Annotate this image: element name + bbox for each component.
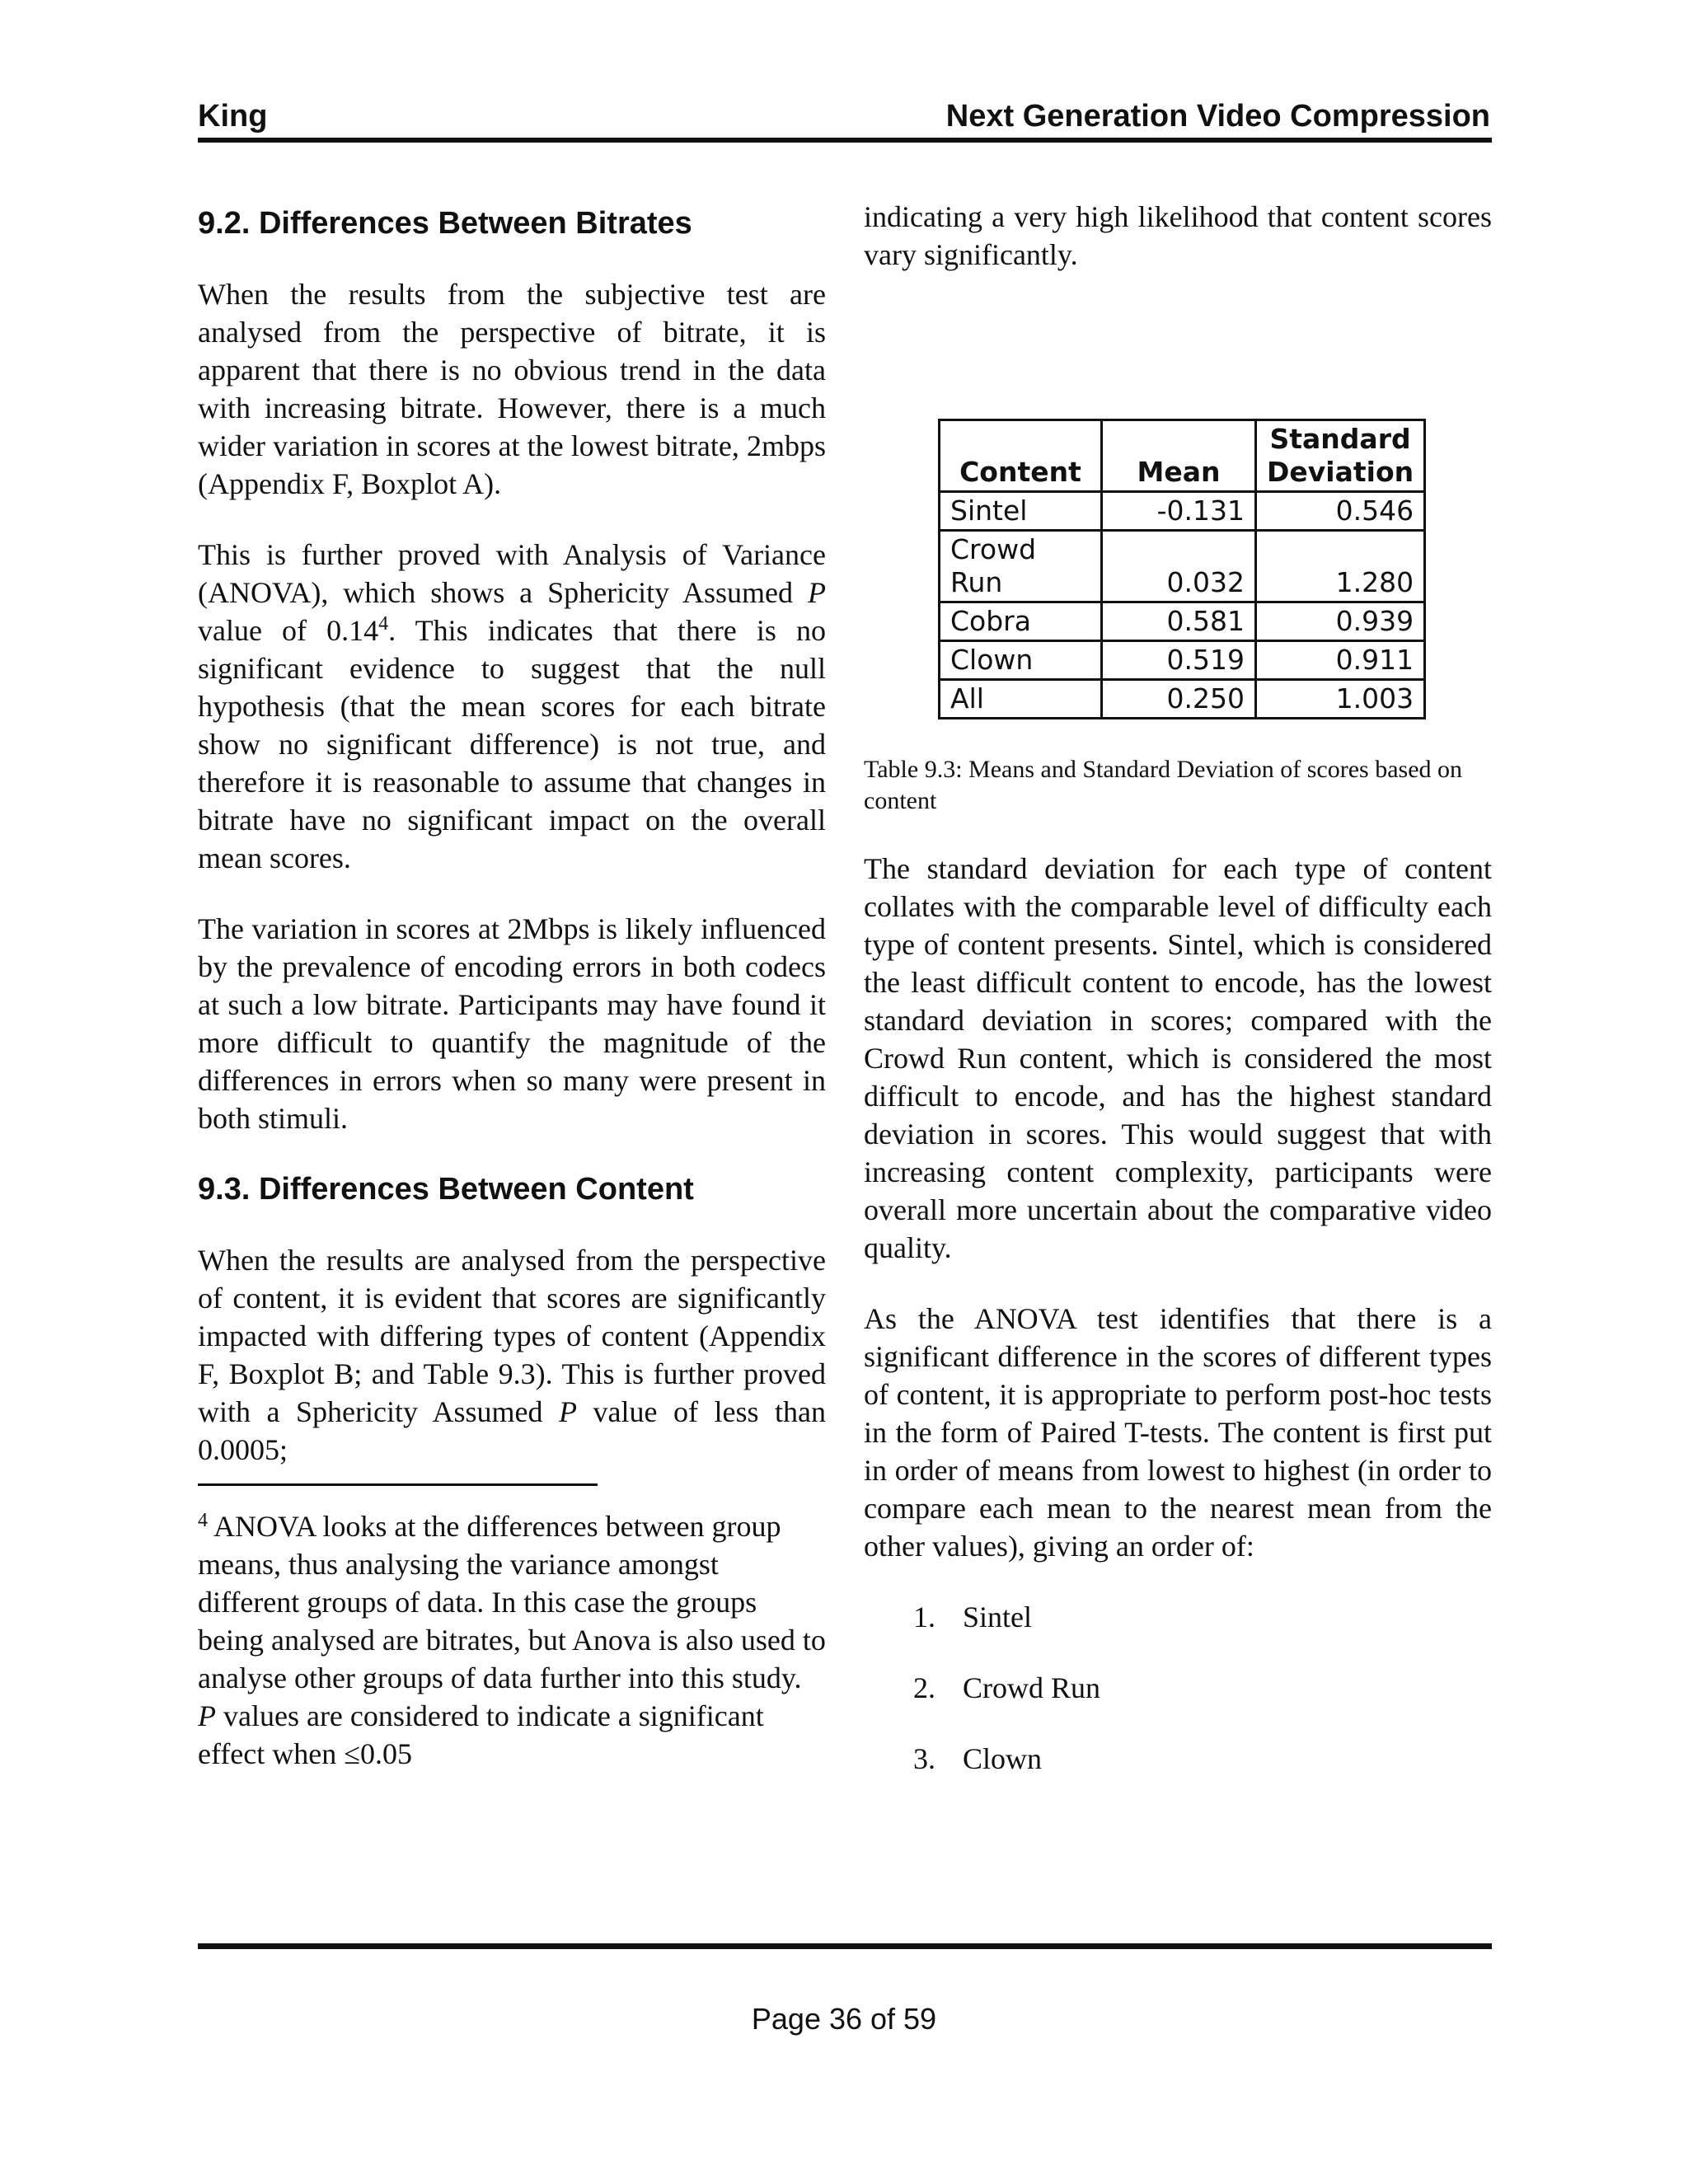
column-header-content: Content	[940, 420, 1102, 492]
cell-mean: 0.032	[1102, 531, 1256, 602]
cell-content: All	[940, 680, 1102, 719]
cell-sd: 1.280	[1256, 531, 1425, 602]
cell-mean: -0.131	[1102, 492, 1256, 531]
paragraph-content-results	[198, 1241, 826, 1469]
footer-divider	[198, 1943, 1492, 1949]
cell-sd: 0.546	[1256, 492, 1425, 531]
list-item	[913, 1598, 1492, 1636]
list-label: Sintel	[963, 1601, 1033, 1633]
table-row	[940, 492, 1425, 531]
text-run: When the results are analysed from the perspective of content, it is evident that scores are significantly impacted with differing types of content (Appendix F, Boxplot B; and Table 9.3). This is further proved with a Sphericity Assumed	[198, 1244, 826, 1428]
list-number: 2.	[913, 1671, 935, 1704]
cell-mean: 0.250	[1102, 680, 1256, 719]
left-column	[198, 198, 826, 1773]
page-number: Page 36 of 59	[751, 2002, 937, 2036]
p-symbol: P	[808, 576, 826, 609]
text-run: values are considered to indicate a significant effect when ≤0.05	[198, 1699, 764, 1770]
text-run: value of less than 0.0005;	[198, 1395, 826, 1466]
paragraph-standard-deviation: The standard deviation for each type of content collates with the comparable level of difficulty each type of content presents. Sintel, which is considered the least difficult content to encode, has the lowest standard deviation in scores; compared with the Crowd Run content, which is considered the most difficult to encode, and has the highest standard deviation in scores. This would suggest that with increasing content complexity, participants were overall more uncertain about the comparative video quality.	[864, 852, 1492, 1264]
means-sd-table	[938, 419, 1426, 719]
cell-content: Crowd Run	[940, 531, 1102, 602]
footnote-mark: 4	[198, 1510, 208, 1531]
cell-mean: 0.519	[1102, 641, 1256, 680]
table-header-row	[940, 420, 1425, 492]
table-container	[938, 419, 1492, 719]
text-run: . This indicates that there is no significant evidence to suggest that the null hypothesis (that the mean scores for each bitrate show no significant difference) is not true, and therefore it is reasonable to assume that changes in bitrate have no significant impact on the overall mean scores.	[198, 614, 826, 874]
table-caption: Table 9.3: Means and Standard Deviation of scores based on content	[864, 756, 1463, 814]
cell-sd: 1.003	[1256, 680, 1425, 719]
table-row	[940, 680, 1425, 719]
cell-content: Sintel	[940, 492, 1102, 531]
cell-mean: 0.581	[1102, 602, 1256, 641]
list-item	[913, 1740, 1492, 1778]
paragraph-2mbps-variation: The variation in scores at 2Mbps is likely influenced by the prevalence of encoding errors in both codecs at such a low bitrate. Participants may have found it more difficult to quantify the magnitude of the differences in errors when so many were present in both stimuli.	[198, 912, 826, 1135]
header-author: King	[198, 99, 268, 134]
footnote-reference: 4	[378, 613, 389, 635]
text-run: This is further proved with Analysis of Variance (ANOVA), which shows a Sphericity Assumed	[198, 538, 826, 609]
column-header-mean: Mean	[1102, 420, 1256, 492]
header-divider	[198, 138, 1492, 143]
paragraph-continuation: indicating a very high likelihood that content scores vary significantly.	[864, 200, 1492, 271]
list-label: Crowd Run	[963, 1671, 1101, 1704]
cell-sd: 0.911	[1256, 641, 1425, 680]
list-number: 1.	[913, 1601, 935, 1633]
right-column	[864, 198, 1492, 1811]
text-run: ANOVA looks at the differences between group means, thus analysing the variance amongst different groups of data. In this case the groups being analysed are bitrates, but Anova is also used to analyse other groups of data further into this study.	[198, 1510, 826, 1694]
paragraph-post-hoc: As the ANOVA test identifies that there is a significant difference in the scores of different types of content, it is appropriate to perform post-hoc tests in the form of Paired T-tests. The content is first put in order of means from lowest to highest (in order to compare each mean to the nearest mean from the other values), giving an order of:	[864, 1302, 1492, 1563]
paragraph-bitrate-results: When the results from the subjective test are analysed from the perspective of bitrate, it is apparent that there is no obvious trend in the data with increasing bitrate. However, there is a much wider variation in scores at the lowest bitrate, 2mbps (Appendix F, Boxplot A).	[198, 278, 826, 500]
text-run: value of 0.14	[198, 614, 379, 647]
table-row	[940, 641, 1425, 680]
content-order-list	[864, 1598, 1492, 1778]
footnote	[198, 1507, 826, 1773]
table-row	[940, 531, 1425, 602]
list-number: 3.	[913, 1742, 935, 1775]
section-heading-content: 9.3. Differences Between Content	[198, 1172, 694, 1207]
list-item	[913, 1669, 1492, 1707]
paragraph-anova-bitrate	[198, 536, 826, 877]
cell-content: Cobra	[940, 602, 1102, 641]
cell-sd: 0.939	[1256, 602, 1425, 641]
cell-content: Clown	[940, 641, 1102, 680]
list-label: Clown	[963, 1742, 1043, 1775]
footnote-divider	[198, 1483, 598, 1486]
p-symbol: P	[198, 1699, 216, 1732]
column-header-sd: Standard Deviation	[1256, 420, 1425, 492]
p-symbol: P	[559, 1395, 578, 1428]
header-title: Next Generation Video Compression	[945, 99, 1490, 134]
section-heading-bitrates: 9.2. Differences Between Bitrates	[198, 206, 692, 241]
table-row	[940, 602, 1425, 641]
